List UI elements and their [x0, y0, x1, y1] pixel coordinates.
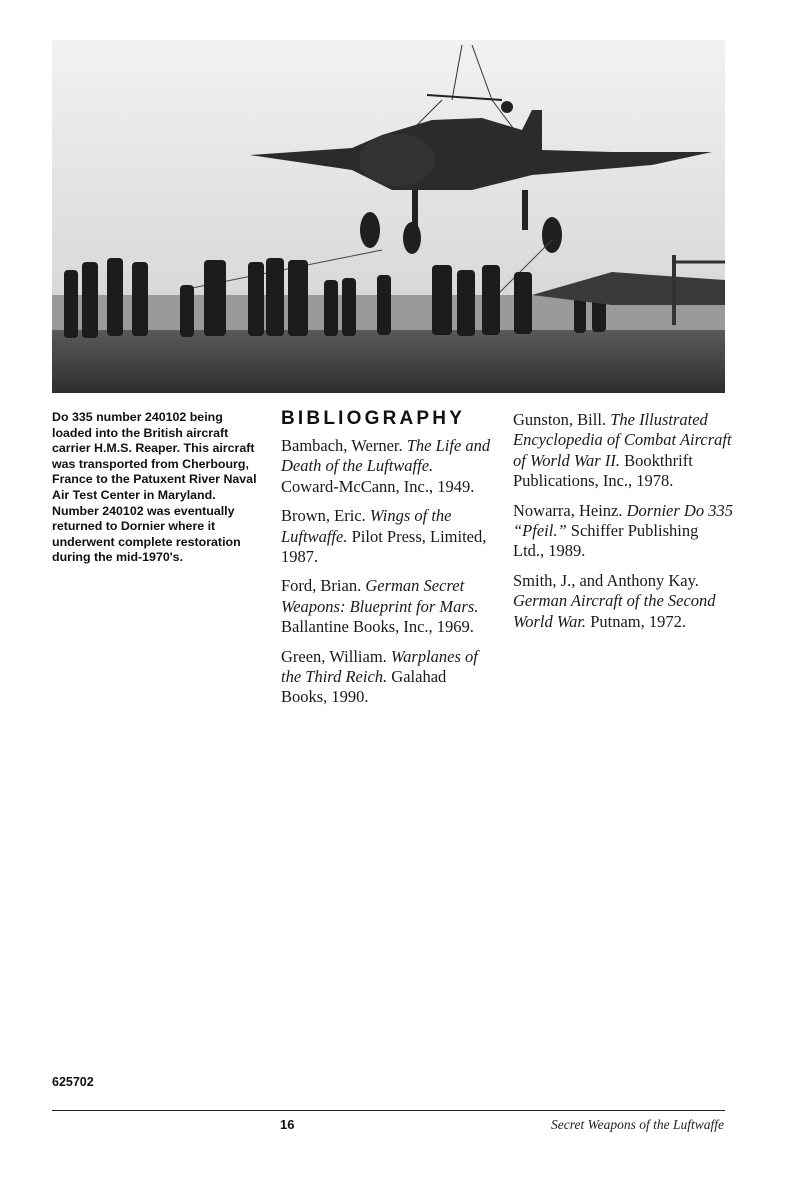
carrier-loading-photo [52, 40, 725, 393]
photo-caption: Do 335 number 240102 being loaded into the British aircraft carrier H.M.S. Reaper. This aircraft was transported from Cherbourg, France to the Patuxent River Naval Air Test Center in Maryland. Number 240102 was eventually returned to Dornier where it underwent complete restoration during the mid-1970's. [52, 410, 257, 565]
bib-entry: Brown, Eric. Wings of the Luftwaffe. Pilot Press, Limited, 1987. [281, 506, 487, 567]
footer-rule [52, 1110, 725, 1111]
page-number: 16 [280, 1117, 295, 1132]
running-title: Secret Weapons of the Luftwaffe [551, 1117, 724, 1132]
bibliography-column-right [513, 410, 733, 641]
bib-entry: Ford, Brian. German Secret Weapons: Blueprint for Mars. Ballantine Books, Inc., 1969. [281, 576, 479, 637]
photo-illustration [52, 40, 725, 393]
bib-entry: Nowarra, Heinz. Dornier Do 335 “Pfeil.” Schiffer Publishing Ltd., 1989. [513, 500, 733, 561]
bib-entry: Bambach, Werner. The Life and Death of the Luftwaffe. Coward-McCann, Inc., 1949. [281, 436, 491, 496]
bibliography-heading: BIBLIOGRAPHY [281, 408, 466, 429]
bib-entry: Gunston, Bill. The Illustrated Encyclopedia of Combat Aircraft of World War II. Bookthrift Publications, Inc., 1978. [513, 410, 732, 491]
bib-entry: Smith, J., and Anthony Kay. German Aircraft of the Second World War. Putnam, 1972. [513, 570, 716, 631]
bibliography-column-left [281, 408, 491, 717]
catalog-code: 625702 [52, 1075, 94, 1089]
bib-entry: Green, William. Warplanes of the Third Reich. Galahad Books, 1990. [281, 646, 478, 707]
